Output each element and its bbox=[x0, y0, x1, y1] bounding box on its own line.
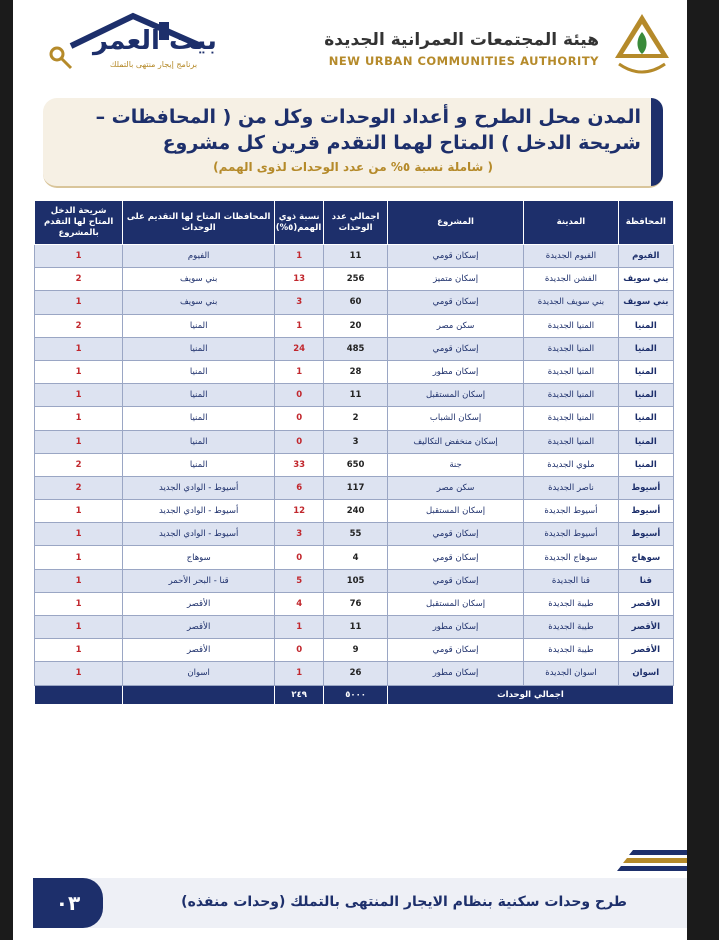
table-row bbox=[35, 500, 674, 523]
total-empty-cell bbox=[35, 685, 123, 704]
cell-governorate: أسيوط bbox=[618, 476, 673, 499]
cell-city: المنيا الجديدة bbox=[524, 384, 618, 407]
page-footer bbox=[33, 878, 687, 928]
table-row bbox=[35, 592, 674, 615]
cell-income-bracket: 1 bbox=[35, 245, 123, 268]
table-row bbox=[35, 245, 674, 268]
title-line-2: شريحة الدخل ) المتاح لهما التقدم قرين كل مشروع bbox=[162, 132, 641, 154]
cell-disabled-count: 24 bbox=[275, 337, 324, 360]
table-body bbox=[35, 245, 674, 705]
cell-total-units: 256 bbox=[324, 268, 388, 291]
cell-income-bracket: 1 bbox=[35, 592, 123, 615]
cell-project: جنة bbox=[387, 453, 523, 476]
cell-governorates-allowed: بني سويف bbox=[123, 268, 275, 291]
table-row bbox=[35, 360, 674, 383]
table-row bbox=[35, 384, 674, 407]
cell-disabled-count: 0 bbox=[275, 546, 324, 569]
title-accent-bar bbox=[651, 98, 663, 186]
cell-disabled-count: 5 bbox=[275, 569, 324, 592]
cell-governorate: أسيوط bbox=[618, 500, 673, 523]
cell-governorates-allowed: المنيا bbox=[123, 430, 275, 453]
cell-total-units: 11 bbox=[324, 384, 388, 407]
cell-city: أسيوط الجديدة bbox=[524, 500, 618, 523]
page-number: ٠٣ bbox=[33, 878, 103, 928]
cell-project: إسكان قومي bbox=[387, 523, 523, 546]
cell-income-bracket: 1 bbox=[35, 639, 123, 662]
cell-project: إسكان قومي bbox=[387, 569, 523, 592]
authority-name-arabic: هيئة المجتمعات العمرانية الجديدة bbox=[324, 30, 599, 50]
header-income-bracket: شريحة الدخل المتاح لها التقدم بالمشروع bbox=[35, 201, 123, 245]
cell-disabled-count: 1 bbox=[275, 314, 324, 337]
cell-project: إسكان قومي bbox=[387, 337, 523, 360]
cell-total-units: 485 bbox=[324, 337, 388, 360]
cell-disabled-count: 12 bbox=[275, 500, 324, 523]
cell-income-bracket: 2 bbox=[35, 453, 123, 476]
cell-income-bracket: 1 bbox=[35, 430, 123, 453]
cell-governorates-allowed: اسوان bbox=[123, 662, 275, 685]
cell-disabled-count: 33 bbox=[275, 453, 324, 476]
cell-governorate: المنيا bbox=[618, 453, 673, 476]
cell-city: ملوي الجديدة bbox=[524, 453, 618, 476]
cell-disabled-count: 1 bbox=[275, 245, 324, 268]
cell-city: طيبة الجديدة bbox=[524, 639, 618, 662]
brand-title: بيت العمر bbox=[93, 26, 217, 56]
cell-governorates-allowed: المنيا bbox=[123, 337, 275, 360]
cell-project: إسكان متميز bbox=[387, 268, 523, 291]
cell-governorates-allowed: الأقصر bbox=[123, 592, 275, 615]
cell-income-bracket: 2 bbox=[35, 476, 123, 499]
cell-governorates-allowed: الفيوم bbox=[123, 245, 275, 268]
cell-governorate: المنيا bbox=[618, 384, 673, 407]
brand-subtitle: برنامج إيجار منتهى بالتملك bbox=[109, 60, 198, 69]
cell-total-units: 11 bbox=[324, 616, 388, 639]
cell-total-units: 20 bbox=[324, 314, 388, 337]
cell-city: المنيا الجديدة bbox=[524, 430, 618, 453]
document-page bbox=[13, 0, 687, 940]
cell-total-units: 3 bbox=[324, 430, 388, 453]
table-row bbox=[35, 337, 674, 360]
cell-governorate: المنيا bbox=[618, 337, 673, 360]
cell-project: إسكان مطور bbox=[387, 662, 523, 685]
cell-disabled-count: 1 bbox=[275, 360, 324, 383]
cell-disabled-count: 0 bbox=[275, 430, 324, 453]
total-units: ٥٠٠٠ bbox=[324, 685, 388, 704]
footer-stripes-decoration bbox=[613, 850, 687, 876]
cell-governorates-allowed: أسيوط - الوادي الجديد bbox=[123, 500, 275, 523]
cell-income-bracket: 1 bbox=[35, 360, 123, 383]
cell-governorates-allowed: أسيوط - الوادي الجديد bbox=[123, 523, 275, 546]
cell-disabled-count: 0 bbox=[275, 639, 324, 662]
cell-city: المنيا الجديدة bbox=[524, 314, 618, 337]
cell-disabled-count: 0 bbox=[275, 384, 324, 407]
cell-governorates-allowed: المنيا bbox=[123, 314, 275, 337]
total-disabled: ٢٤٩ bbox=[275, 685, 324, 704]
cell-governorate: المنيا bbox=[618, 430, 673, 453]
table-total-row bbox=[35, 685, 674, 704]
table-row bbox=[35, 662, 674, 685]
cell-total-units: 105 bbox=[324, 569, 388, 592]
cell-city: المنيا الجديدة bbox=[524, 337, 618, 360]
cell-governorates-allowed: الأقصر bbox=[123, 616, 275, 639]
cell-governorate: الأقصر bbox=[618, 639, 673, 662]
cell-city: بني سويف الجديدة bbox=[524, 291, 618, 314]
cell-governorates-allowed: الأقصر bbox=[123, 639, 275, 662]
cell-total-units: 117 bbox=[324, 476, 388, 499]
cell-city: سوهاج الجديدة bbox=[524, 546, 618, 569]
cell-total-units: 9 bbox=[324, 639, 388, 662]
cell-disabled-count: 13 bbox=[275, 268, 324, 291]
cell-city: أسيوط الجديدة bbox=[524, 523, 618, 546]
table-row bbox=[35, 453, 674, 476]
nuca-logo-icon bbox=[607, 10, 677, 80]
cell-disabled-count: 1 bbox=[275, 616, 324, 639]
cell-city: طيبة الجديدة bbox=[524, 592, 618, 615]
cell-project: إسكان منخفض التكاليف bbox=[387, 430, 523, 453]
cell-governorate: الأقصر bbox=[618, 592, 673, 615]
cell-governorate: المنيا bbox=[618, 360, 673, 383]
cell-total-units: 2 bbox=[324, 407, 388, 430]
cell-city: قنا الجديدة bbox=[524, 569, 618, 592]
cell-total-units: 55 bbox=[324, 523, 388, 546]
cell-project: إسكان قومي bbox=[387, 291, 523, 314]
cell-governorate: بني سويف bbox=[618, 268, 673, 291]
cell-total-units: 26 bbox=[324, 662, 388, 685]
cell-income-bracket: 1 bbox=[35, 523, 123, 546]
cell-project: إسكان المستقبل bbox=[387, 384, 523, 407]
cell-income-bracket: 1 bbox=[35, 384, 123, 407]
cell-total-units: 11 bbox=[324, 245, 388, 268]
cell-governorate: الأقصر bbox=[618, 616, 673, 639]
cell-project: إسكان قومي bbox=[387, 546, 523, 569]
cell-disabled-count: 0 bbox=[275, 407, 324, 430]
cell-governorate: الفيوم bbox=[618, 245, 673, 268]
cell-governorate: أسيوط bbox=[618, 523, 673, 546]
cell-governorates-allowed: المنيا bbox=[123, 407, 275, 430]
cell-governorate: المنيا bbox=[618, 314, 673, 337]
cell-governorates-allowed: المنيا bbox=[123, 453, 275, 476]
cell-city: الفيوم الجديدة bbox=[524, 245, 618, 268]
cell-project: إسكان الشباب bbox=[387, 407, 523, 430]
cell-income-bracket: 1 bbox=[35, 616, 123, 639]
cell-project: سكن مصر bbox=[387, 476, 523, 499]
cell-governorates-allowed: المنيا bbox=[123, 384, 275, 407]
cell-governorates-allowed: بني سويف bbox=[123, 291, 275, 314]
table-row bbox=[35, 268, 674, 291]
cell-income-bracket: 2 bbox=[35, 314, 123, 337]
cell-income-bracket: 1 bbox=[35, 500, 123, 523]
cell-city: اسوان الجديدة bbox=[524, 662, 618, 685]
table-row bbox=[35, 430, 674, 453]
cell-total-units: 650 bbox=[324, 453, 388, 476]
cell-income-bracket: 1 bbox=[35, 546, 123, 569]
cell-governorate: سوهاج bbox=[618, 546, 673, 569]
units-table bbox=[34, 200, 674, 705]
title-line-1: المدن محل الطرح و أعداد الوحدات وكل من ( المحافظات – bbox=[95, 106, 641, 128]
cell-governorate: بني سويف bbox=[618, 291, 673, 314]
cell-governorates-allowed: قنا - البحر الأحمر bbox=[123, 569, 275, 592]
table-row bbox=[35, 407, 674, 430]
total-empty-cell bbox=[123, 685, 275, 704]
cell-income-bracket: 1 bbox=[35, 407, 123, 430]
cell-project: إسكان المستقبل bbox=[387, 500, 523, 523]
cell-city: المنيا الجديدة bbox=[524, 407, 618, 430]
header-governorate: المحافظة bbox=[618, 201, 673, 245]
cell-governorates-allowed: المنيا bbox=[123, 360, 275, 383]
table-row bbox=[35, 639, 674, 662]
header-city: المدينة bbox=[524, 201, 618, 245]
cell-disabled-count: 3 bbox=[275, 523, 324, 546]
cell-total-units: 28 bbox=[324, 360, 388, 383]
footer-title: طرح وحدات سكنية بنظام الايجار المنتهى بالتملك (وحدات منفذه) bbox=[181, 894, 627, 910]
table-row bbox=[35, 616, 674, 639]
cell-project: إسكان قومي bbox=[387, 639, 523, 662]
cell-city: ناصر الجديدة bbox=[524, 476, 618, 499]
cell-total-units: 4 bbox=[324, 546, 388, 569]
table-row bbox=[35, 546, 674, 569]
header-project: المشروع bbox=[387, 201, 523, 245]
cell-project: إسكان مطور bbox=[387, 360, 523, 383]
header-governorates-allowed: المحافظات المتاح لها التقديم على الوحدات bbox=[123, 201, 275, 245]
header-disabled-pct: نسبة ذوي الهمم(٥%) bbox=[275, 201, 324, 245]
table-row bbox=[35, 569, 674, 592]
table-row bbox=[35, 291, 674, 314]
table-header-row bbox=[35, 201, 674, 245]
cell-total-units: 60 bbox=[324, 291, 388, 314]
table-row bbox=[35, 314, 674, 337]
cell-disabled-count: 6 bbox=[275, 476, 324, 499]
cell-income-bracket: 1 bbox=[35, 662, 123, 685]
total-label: اجمالي الوحدات bbox=[387, 685, 673, 704]
cell-income-bracket: 1 bbox=[35, 569, 123, 592]
cell-project: سكن مصر bbox=[387, 314, 523, 337]
table-row bbox=[35, 523, 674, 546]
cell-total-units: 240 bbox=[324, 500, 388, 523]
cell-city: الفشن الجديدة bbox=[524, 268, 618, 291]
cell-disabled-count: 1 bbox=[275, 662, 324, 685]
cell-city: طيبة الجديدة bbox=[524, 616, 618, 639]
table-row bbox=[35, 476, 674, 499]
cell-project: إسكان المستقبل bbox=[387, 592, 523, 615]
cell-total-units: 76 bbox=[324, 592, 388, 615]
cell-governorate: اسوان bbox=[618, 662, 673, 685]
cell-income-bracket: 2 bbox=[35, 268, 123, 291]
header-total-units: اجمالي عدد الوحدات bbox=[324, 201, 388, 245]
cell-project: إسكان مطور bbox=[387, 616, 523, 639]
cell-income-bracket: 1 bbox=[35, 291, 123, 314]
title-banner bbox=[43, 98, 663, 188]
cell-governorates-allowed: أسيوط - الوادي الجديد bbox=[123, 476, 275, 499]
cell-governorates-allowed: سوهاج bbox=[123, 546, 275, 569]
cell-income-bracket: 1 bbox=[35, 337, 123, 360]
cell-city: المنيا الجديدة bbox=[524, 360, 618, 383]
authority-name-english: NEW URBAN COMMUNITIES AUTHORITY bbox=[328, 54, 599, 68]
cell-project: إسكان قومي bbox=[387, 245, 523, 268]
cell-governorate: قنا bbox=[618, 569, 673, 592]
cell-governorate: المنيا bbox=[618, 407, 673, 430]
title-note: ( شاملة نسبة ٥% من عدد الوحدات لذوى الهمم) bbox=[213, 160, 493, 174]
cell-disabled-count: 4 bbox=[275, 592, 324, 615]
cell-disabled-count: 3 bbox=[275, 291, 324, 314]
page-header bbox=[13, 0, 687, 90]
